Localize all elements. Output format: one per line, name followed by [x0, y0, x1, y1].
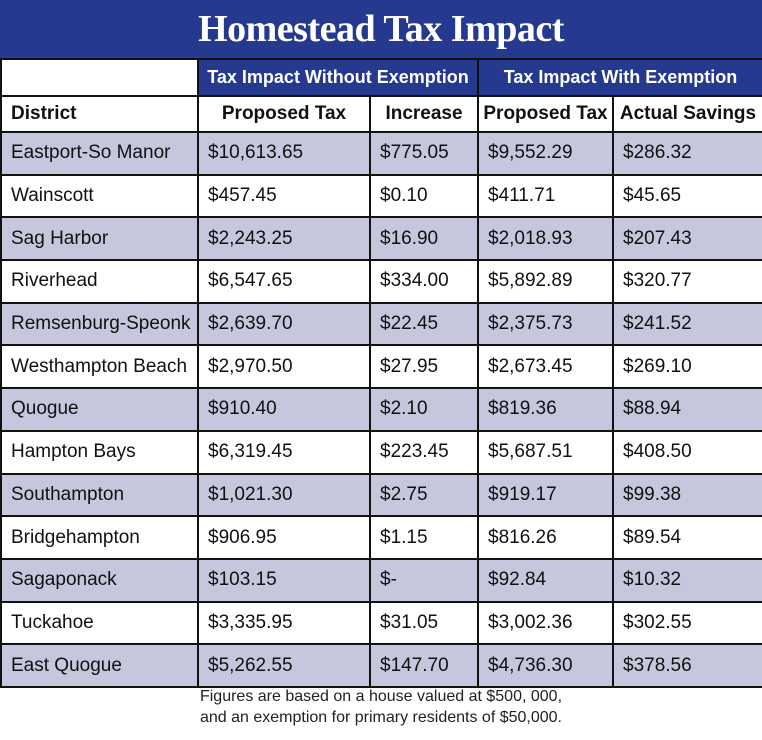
proposed-tax-without-cell: $10,613.65: [198, 132, 370, 175]
actual-savings-cell: $269.10: [613, 345, 762, 388]
table-row: [1, 388, 762, 431]
proposed-tax-without-cell: $3,335.95: [198, 602, 370, 645]
district-cell: Sagaponack: [1, 559, 198, 602]
proposed-tax-without-cell: $5,262.55: [198, 644, 370, 687]
column-header-district: District: [1, 96, 198, 132]
increase-cell: $775.05: [370, 132, 478, 175]
district-cell: Riverhead: [1, 260, 198, 303]
table-row: [1, 516, 762, 559]
increase-cell: $0.10: [370, 175, 478, 218]
increase-cell: $223.45: [370, 431, 478, 474]
table-row: [1, 474, 762, 517]
proposed-tax-with-cell: $92.84: [478, 559, 613, 602]
proposed-tax-without-cell: $103.15: [198, 559, 370, 602]
district-cell: Southampton: [1, 474, 198, 517]
table-row: [1, 431, 762, 474]
actual-savings-cell: $286.32: [613, 132, 762, 175]
column-header-proposed-tax-without: Proposed Tax: [198, 96, 370, 132]
column-group-row: [1, 59, 762, 96]
increase-cell: $334.00: [370, 260, 478, 303]
proposed-tax-with-cell: $4,736.30: [478, 644, 613, 687]
increase-cell: $2.75: [370, 474, 478, 517]
actual-savings-cell: $302.55: [613, 602, 762, 645]
column-header-row: [1, 96, 762, 132]
district-cell: Hampton Bays: [1, 431, 198, 474]
increase-cell: $2.10: [370, 388, 478, 431]
actual-savings-cell: $378.56: [613, 644, 762, 687]
table-row: [1, 345, 762, 388]
tax-impact-table: [0, 58, 762, 688]
district-cell: Wainscott: [1, 175, 198, 218]
proposed-tax-with-cell: $2,375.73: [478, 303, 613, 346]
increase-cell: $16.90: [370, 217, 478, 260]
proposed-tax-without-cell: $457.45: [198, 175, 370, 218]
proposed-tax-with-cell: $819.36: [478, 388, 613, 431]
table-body: [1, 132, 762, 687]
proposed-tax-with-cell: $9,552.29: [478, 132, 613, 175]
proposed-tax-with-cell: $919.17: [478, 474, 613, 517]
column-header-increase: Increase: [370, 96, 478, 132]
district-cell: Remsenburg-Speonk: [1, 303, 198, 346]
increase-cell: $147.70: [370, 644, 478, 687]
actual-savings-cell: $10.32: [613, 559, 762, 602]
group-header-without-exemption: Tax Impact Without Exemption: [198, 59, 478, 96]
column-header-actual-savings: Actual Savings: [613, 96, 762, 132]
proposed-tax-with-cell: $5,892.89: [478, 260, 613, 303]
actual-savings-cell: $45.65: [613, 175, 762, 218]
proposed-tax-without-cell: $1,021.30: [198, 474, 370, 517]
district-cell: Bridgehampton: [1, 516, 198, 559]
actual-savings-cell: $88.94: [613, 388, 762, 431]
table-row: [1, 602, 762, 645]
proposed-tax-without-cell: $2,243.25: [198, 217, 370, 260]
proposed-tax-with-cell: $2,673.45: [478, 345, 613, 388]
footnote: [0, 686, 762, 728]
proposed-tax-with-cell: $3,002.36: [478, 602, 613, 645]
footnote-line-2: and an exemption for primary residents of $50,000.: [200, 709, 562, 726]
table-row: [1, 559, 762, 602]
proposed-tax-without-cell: $2,639.70: [198, 303, 370, 346]
page-title: Homestead Tax Impact: [0, 0, 762, 58]
district-cell: Eastport-So Manor: [1, 132, 198, 175]
increase-cell: $-: [370, 559, 478, 602]
group-header-with-exemption: Tax Impact With Exemption: [478, 59, 762, 96]
table-row: [1, 644, 762, 687]
proposed-tax-with-cell: $5,687.51: [478, 431, 613, 474]
proposed-tax-with-cell: $411.71: [478, 175, 613, 218]
table-row: [1, 303, 762, 346]
proposed-tax-with-cell: $816.26: [478, 516, 613, 559]
increase-cell: $1.15: [370, 516, 478, 559]
actual-savings-cell: $320.77: [613, 260, 762, 303]
district-cell: Westhampton Beach: [1, 345, 198, 388]
actual-savings-cell: $241.52: [613, 303, 762, 346]
proposed-tax-without-cell: $910.40: [198, 388, 370, 431]
actual-savings-cell: $99.38: [613, 474, 762, 517]
actual-savings-cell: $89.54: [613, 516, 762, 559]
district-cell: Quogue: [1, 388, 198, 431]
proposed-tax-with-cell: $2,018.93: [478, 217, 613, 260]
proposed-tax-without-cell: $6,547.65: [198, 260, 370, 303]
table-row: [1, 132, 762, 175]
table-row: [1, 175, 762, 218]
table-row: [1, 260, 762, 303]
increase-cell: $27.95: [370, 345, 478, 388]
actual-savings-cell: $408.50: [613, 431, 762, 474]
actual-savings-cell: $207.43: [613, 217, 762, 260]
district-cell: Tuckahoe: [1, 602, 198, 645]
column-header-proposed-tax-with: Proposed Tax: [478, 96, 613, 132]
proposed-tax-without-cell: $906.95: [198, 516, 370, 559]
proposed-tax-without-cell: $6,319.45: [198, 431, 370, 474]
proposed-tax-without-cell: $2,970.50: [198, 345, 370, 388]
table-row: [1, 217, 762, 260]
increase-cell: $31.05: [370, 602, 478, 645]
district-cell: Sag Harbor: [1, 217, 198, 260]
district-cell: East Quogue: [1, 644, 198, 687]
blank-group-cell: [1, 59, 198, 96]
footnote-line-1: Figures are based on a house valued at $500, 000,: [199, 688, 563, 705]
increase-cell: $22.45: [370, 303, 478, 346]
